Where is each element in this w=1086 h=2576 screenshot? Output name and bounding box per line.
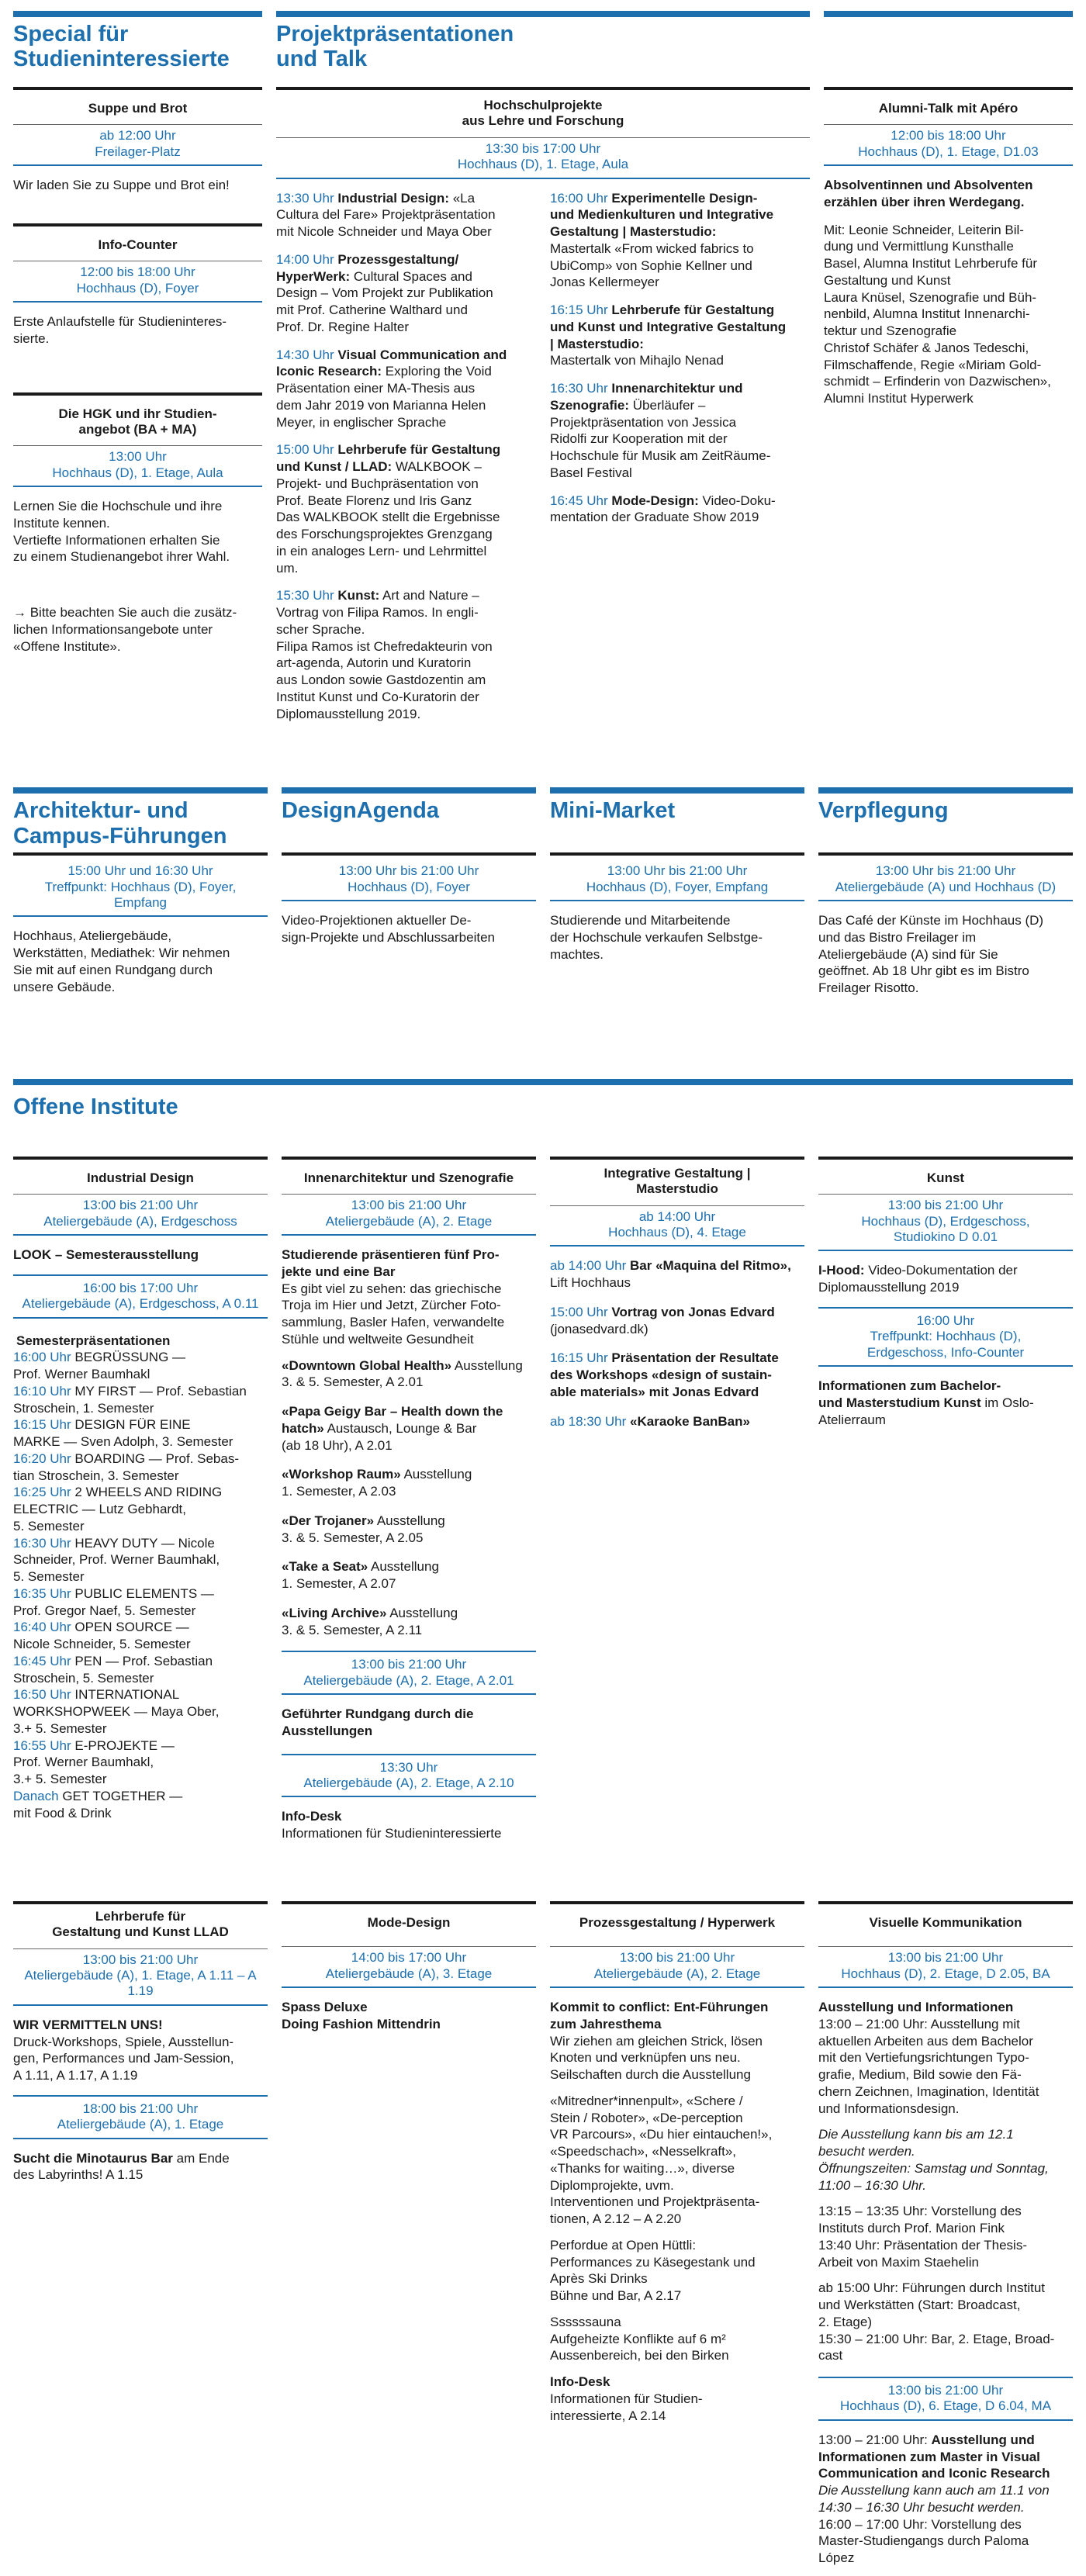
service-title: DesignAgenda bbox=[282, 787, 536, 852]
item-text: Ausstellung 3. & 5. Semester, A 2.05 bbox=[282, 1513, 445, 1545]
event-text: Lernen Sie die Hochschule und ihre Institute kennen. Vertiefte Informationen erhalten Sie zu einem Studienangebot ihrer Wahl. bbox=[13, 499, 230, 565]
event-note: → Bitte beachten Sie auch die zusätz- lichen Informationsangebote unter «Offene Institute». bbox=[13, 605, 237, 654]
timed-item bbox=[276, 441, 536, 576]
item-title: «Living Archive» bbox=[282, 1605, 387, 1620]
innen-items bbox=[282, 1357, 536, 1639]
institute-industrial-design bbox=[13, 1157, 268, 1842]
item-title: Prozessgestaltung/ HyperWerk: bbox=[276, 251, 459, 284]
item-text: BOARDING — Prof. Sebas- tian Stroschein, 3. Semester bbox=[13, 1451, 240, 1483]
item-text: Austausch, Lounge & Bar (ab 18 Uhr), A 2.01 bbox=[282, 1420, 477, 1453]
hochschul-right bbox=[550, 179, 810, 734]
timed-item bbox=[550, 302, 810, 369]
section-special bbox=[0, 0, 1086, 733]
item-title: Kunst: bbox=[337, 588, 380, 603]
integrative-item bbox=[550, 1304, 804, 1338]
visuell-t2: 13:15 – 13:35 Uhr: Vorstellung des Instituts durch Prof. Marion Fink 13:40 Uhr: Präsentation der Thesis- Arbeit von Maxim Staehelin bbox=[818, 2204, 1027, 2270]
industrial-item bbox=[13, 1383, 268, 1417]
institutes-row-1 bbox=[0, 1157, 1086, 1842]
llad-t2: am Ende des Labyrinths! A 1.15 bbox=[13, 2150, 230, 2183]
industrial-item bbox=[13, 1484, 268, 1534]
institutes-row-2 bbox=[0, 1901, 1086, 2567]
visuell-t4a: 13:00 – 21:00 Uhr: bbox=[818, 2432, 932, 2447]
institute-meta: 13:00 bis 21:00 Uhr Ateliergebäude (A), 2. Etage bbox=[282, 1195, 536, 1236]
item-title: «Der Trojaner» bbox=[282, 1513, 375, 1528]
event-info-counter bbox=[13, 223, 262, 358]
service-column bbox=[282, 787, 536, 1008]
innen-infodesk bbox=[282, 1808, 536, 1842]
item-title: «Downtown Global Health» bbox=[282, 1357, 452, 1373]
item-time: 16:00 Uhr bbox=[550, 190, 608, 206]
item-text: (jonasedvard.dk) bbox=[550, 1321, 648, 1336]
item-time: 15:00 Uhr bbox=[276, 442, 334, 458]
item-text: Mastertalk «From wicked fabrics to UbiComp» von Sophie Kellner und Jonas Kellermeyer bbox=[550, 240, 754, 290]
institute-meta: 14:00 bis 17:00 Uhr Ateliergebäude (A), 3. Etage bbox=[282, 1947, 536, 1988]
event-meta: 13:00 Uhr Hochhaus (D), 1. Etage, Aula bbox=[13, 446, 262, 487]
institute-header: Mode-Design bbox=[282, 1904, 536, 1947]
institute-header: Integrative Gestaltung | Masterstudio bbox=[550, 1160, 804, 1206]
institute-integrative bbox=[550, 1157, 804, 1842]
innen-item bbox=[282, 1357, 536, 1392]
timed-item bbox=[550, 493, 810, 527]
service-box bbox=[282, 852, 536, 956]
visuell-t4: 16:00 – 17:00 Uhr: Vorstellung des Master-Studiengangs durch Paloma López bbox=[818, 2516, 1029, 2566]
item-text: PEN — Prof. Sebastian Stroschein, 5. Semester bbox=[13, 1653, 213, 1686]
institute-meta: 16:00 Uhr Treffpunkt: Hochhaus (D), Erdgeschoss, Info-Counter bbox=[818, 1307, 1073, 1367]
event-hochschulprojekte bbox=[276, 87, 810, 733]
institute-meta: ab 14:00 Uhr Hochhaus (D), 4. Etage bbox=[550, 1206, 804, 1247]
kunst-info bbox=[818, 1378, 1073, 1428]
innen-b3: Info-Desk bbox=[282, 1809, 342, 1824]
section-title-projekt: Projektpräsentationen und Talk bbox=[276, 11, 810, 87]
item-text: E-PROJEKTE — Prof. Werner Baumhakl, 3.+ 5. Semester bbox=[13, 1738, 175, 1787]
innen-lead-text: Es gibt viel zu sehen: das griechische Troja im Hier und Jetzt, Zürcher Foto- sammlung, Basler Hafen, verwandelte Stühle und weltweite Gesundheit bbox=[282, 1281, 505, 1347]
institute-meta: 13:00 bis 21:00 Uhr Ateliergebäude (A), 2. Etage, A 2.01 bbox=[282, 1651, 536, 1695]
institute-innenarchitektur bbox=[282, 1157, 536, 1842]
item-title: Vortrag von Jonas Edvard bbox=[607, 1304, 775, 1319]
col-special bbox=[13, 11, 262, 733]
item-time: Danach bbox=[13, 1788, 59, 1803]
item-time: 16:15 Uhr bbox=[550, 1350, 608, 1366]
kunst-ihood bbox=[818, 1262, 1073, 1296]
visuell-b1: Ausstellung und Informationen bbox=[818, 2000, 1014, 2014]
institute-header: Prozessgestaltung / Hyperwerk bbox=[550, 1904, 804, 1947]
innen-item bbox=[282, 1403, 536, 1454]
item-title: «Karaoke BanBan» bbox=[626, 1413, 750, 1429]
item-text: MY FIRST — Prof. Sebastian Stroschein, 1. Semester bbox=[13, 1383, 247, 1416]
item-text: «La Cultura del Fare» Projektpräsentation mit Nicole Schneider und Maya Ober bbox=[276, 190, 496, 240]
item-text: INTERNATIONAL WORKSHOPWEEK — Maya Ober, 3.+ 5. Semester bbox=[13, 1687, 220, 1736]
item-text: Mastertalk von Mihajlo Nenad bbox=[550, 353, 724, 368]
item-time: 15:00 Uhr bbox=[550, 1304, 608, 1319]
prozess-t1: Wir ziehen am gleichen Strick, lösen Knoten und verknüpfen uns neu. Seilschaften durch die Ausstellung bbox=[550, 2033, 763, 2082]
item-time: 16:25 Uhr bbox=[13, 1485, 71, 1500]
service-title: Verpflegung bbox=[818, 787, 1073, 852]
event-meta: 12:00 bis 18:00 Uhr Hochhaus (D), 1. Etage, D1.03 bbox=[824, 125, 1073, 166]
item-title: «Papa Geigy Bar – Health down the hatch» bbox=[282, 1404, 503, 1436]
industrial-item bbox=[13, 1349, 268, 1383]
event-header: Hochschulprojekte aus Lehre und Forschung bbox=[276, 90, 810, 138]
service-meta: 13:00 Uhr bis 21:00 Uhr Hochhaus (D), Foyer, Empfang bbox=[550, 856, 804, 901]
timed-item bbox=[276, 587, 536, 722]
timed-item bbox=[550, 190, 810, 292]
item-time: 16:45 Uhr bbox=[550, 493, 608, 508]
alumni-text: Mit: Leonie Schneider, Leiterin Bil- dung und Vermittlung Kunsthalle Basel, Alumna Institut Lehrberufe für Gestaltung und Kunst Laura Knüsel, Szenografie und Büh- nenbild, Alumna Institut Innenarchi- tektur und Szenografie Christof Schäfer & Janos Tedeschi, Filmschaffende, Regie «Miriam Gold- schmidt – Erfinderin von Dazwischen», Alumni Institut Hyperwerk bbox=[824, 222, 1051, 406]
item-time: ab 14:00 Uhr bbox=[550, 1258, 627, 1274]
institute-header: Innenarchitektur und Szenografie bbox=[282, 1160, 536, 1195]
industrial-item bbox=[13, 1788, 268, 1822]
industrial-item bbox=[13, 1585, 268, 1620]
institute-header: Visuelle Kommunikation bbox=[818, 1904, 1073, 1947]
prozess-t2: «Mitredner*innenpult», «Schere / Stein / Roboter», «De-perception VR Parcours», «Du hier eintauchen!», «Speedschach», «Nesselkraft», «Thanks for waiting…», diverse Diplomprojekte, uvm. Interventionen und Projektpräsenta- tionen, A 2.12 – A 2.20 bbox=[550, 2093, 773, 2226]
llad-b2: Sucht die Minotaurus Bar bbox=[13, 2150, 173, 2166]
industrial-item bbox=[13, 1535, 268, 1585]
innen-t3: Informationen für Studieninteressierte bbox=[282, 1826, 502, 1841]
timed-item bbox=[550, 380, 810, 482]
visuell-b4: Ausstellung und Informationen zum Master in Visual Communication and Iconic Research bbox=[818, 2432, 1050, 2481]
item-time: 16:00 Uhr bbox=[13, 1350, 71, 1365]
llad-b1: WIR VERMITTELN UNS! bbox=[13, 2017, 163, 2032]
item-title: Innenarchitektur und Szenografie: bbox=[550, 381, 743, 413]
event-meta: ab 12:00 Uhr Freilager-Platz bbox=[13, 125, 262, 166]
innen-item bbox=[282, 1605, 536, 1639]
service-title: Mini-Market bbox=[550, 787, 804, 852]
visuell-i4: Die Ausstellung kann auch am 11.1 von 14:30 – 16:30 Uhr besucht werden. bbox=[818, 2483, 1050, 2515]
service-text: Studierende und Mitarbeitende der Hochschule verkaufen Selbstge- machtes. bbox=[550, 913, 763, 962]
service-box bbox=[550, 852, 804, 973]
timed-item bbox=[276, 347, 536, 431]
institute-meta: 13:00 bis 21:00 Uhr Ateliergebäude (A), 1. Etage, A 1.11 – A 1.19 bbox=[13, 1949, 268, 2006]
item-time: 13:30 Uhr bbox=[276, 190, 334, 206]
kunst-t2: im Oslo- Atelierraum bbox=[818, 1395, 1034, 1427]
item-time: 16:20 Uhr bbox=[13, 1451, 71, 1466]
service-title: Architektur- und Campus-Führungen bbox=[13, 787, 268, 852]
item-text: BEGRÜSSUNG — Prof. Werner Baumhakl bbox=[13, 1350, 186, 1382]
item-time: 16:15 Uhr bbox=[13, 1417, 71, 1433]
institute-meta: 16:00 bis 17:00 Uhr Ateliergebäude (A), Erdgeschoss, A 0.11 bbox=[13, 1274, 268, 1319]
industrial-item bbox=[13, 1416, 268, 1451]
alumni-lead: Absolventinnen und Absolventen erzählen über ihren Werdegang. bbox=[824, 178, 1033, 209]
visuell-i1: Die Ausstellung kann bis am 12.1 besucht werden. Öffnungszeiten: Samstag und Sonntag, 11:00 – 16:30 Uhr. bbox=[818, 2127, 1049, 2193]
innen-item bbox=[282, 1466, 536, 1500]
industrial-item bbox=[13, 1653, 268, 1687]
prozess-b5: Info-Desk bbox=[550, 2374, 610, 2389]
item-text: Lift Hochhaus bbox=[550, 1275, 631, 1291]
event-meta: 13:30 bis 17:00 Uhr Hochhaus (D), 1. Etage, Aula bbox=[276, 138, 810, 179]
item-time: 15:30 Uhr bbox=[276, 588, 334, 603]
llad-t1: Druck-Workshops, Spiele, Ausstellun- gen, Performances und Jam-Session, A 1.11, A 1.17, A 1.19 bbox=[13, 2034, 234, 2083]
innen-item bbox=[282, 1513, 536, 1547]
item-text: PUBLIC ELEMENTS — Prof. Gregor Naef, 5. Semester bbox=[13, 1585, 214, 1618]
integrative-items bbox=[550, 1247, 804, 1430]
item-time: 16:15 Uhr bbox=[550, 303, 608, 318]
prozess-t5: Informationen für Studien- interessierte, A 2.14 bbox=[550, 2391, 703, 2423]
item-text: GET TOGETHER — mit Food & Drink bbox=[13, 1788, 183, 1820]
item-text: OPEN SOURCE — Nicole Schneider, 5. Semester bbox=[13, 1620, 191, 1652]
item-time: 16:35 Uhr bbox=[13, 1585, 71, 1601]
item-title: Mode-Design: bbox=[611, 493, 699, 508]
visuell-t1: 13:00 – 21:00 Uhr: Ausstellung mit aktuellen Arbeiten aus dem Bachelor mit den Vertiefungsrichtungen Typo- grafie, Medium, Bild sowie den Fä- chern Zeichnen, Imagination, Identität und Informationsdesign. bbox=[818, 2016, 1039, 2116]
section-title-offene-institute: Offene Institute bbox=[13, 1079, 1073, 1157]
prozess-b1: Kommit to conflict: Ent-Führungen zum Jahresthema bbox=[550, 2000, 769, 2031]
visuell-t3: ab 15:00 Uhr: Führungen durch Institut und Werkstätten (Start: Broadcast, 2. Etage) 15:30 – 21:00 Uhr: Bar, 2. Etage, Broad- cast bbox=[818, 2280, 1055, 2363]
item-text: 2 WHEELS AND RIDING ELECTRIC — Lutz Gebhardt, 5. Semester bbox=[13, 1485, 223, 1533]
item-title: Präsentation der Resultate des Workshops «design of sustain- able materials» mit Jonas Edvard bbox=[550, 1350, 779, 1399]
institute-meta: 18:00 bis 21:00 Uhr Ateliergebäude (A), 1. Etage bbox=[13, 2095, 268, 2139]
event-hgk bbox=[13, 392, 262, 666]
industrial-item bbox=[13, 1738, 268, 1788]
institute-meta: 13:00 bis 21:00 Uhr Ateliergebäude (A), 2. Etage bbox=[550, 1947, 804, 1988]
prozess-t3: Perfordue at Open Hüttli: Performances zu Käsegestank und Après Ski Drinks Bühne und Bar, A 2.17 bbox=[550, 2237, 756, 2303]
kunst-b1: I-Hood: bbox=[818, 1263, 865, 1278]
institute-visuell bbox=[818, 1901, 1073, 2567]
service-column bbox=[818, 787, 1073, 1008]
institute-meta: 13:00 bis 21:00 Uhr Hochhaus (D), 2. Etage, D 2.05, BA bbox=[818, 1947, 1073, 1988]
integrative-item bbox=[550, 1257, 804, 1291]
col-alumni bbox=[824, 11, 1073, 733]
institute-b1: LOOK – Semesterausstellung bbox=[13, 1247, 199, 1263]
item-title: Bar «Maquina del Ritmo», bbox=[626, 1258, 791, 1274]
item-text: DESIGN FÜR EINE MARKE — Sven Adolph, 3. Semester bbox=[13, 1417, 233, 1450]
event-suppe bbox=[13, 87, 262, 205]
institute-meta: 13:30 Uhr Ateliergebäude (A), 2. Etage, A 2.10 bbox=[282, 1754, 536, 1798]
service-box bbox=[13, 852, 268, 1006]
timed-item bbox=[276, 251, 536, 336]
visuell-block4 bbox=[818, 2432, 1073, 2567]
service-column bbox=[550, 787, 804, 1008]
item-text: Ausstellung 1. Semester, A 2.07 bbox=[282, 1559, 439, 1592]
institute-header: Lehrberufe für Gestaltung und Kunst LLAD bbox=[13, 1904, 268, 1949]
event-text: Wir laden Sie zu Suppe und Brot ein! bbox=[13, 178, 230, 193]
item-title: Industrial Design: bbox=[337, 190, 449, 206]
item-text: HEAVY DUTY — Nicole Schneider, Prof. Werner Baumhakl, 5. Semester bbox=[13, 1535, 220, 1585]
innen-b2: Geführter Rundgang durch die Ausstellungen bbox=[282, 1706, 474, 1738]
item-title: Visual Communication and Iconic Research: bbox=[276, 347, 507, 379]
kunst-t1: Video-Dokumentation der Diplomausstellung 2019 bbox=[818, 1263, 1018, 1295]
event-header: Die HGK und ihr Studien- angebot (BA + MA) bbox=[13, 396, 262, 447]
item-text: Cultural Spaces and Design – Vom Projekt zur Publikation mit Prof. Catherine Walthard und Prof. Dr. Regine Halter bbox=[276, 268, 493, 334]
item-time: 16:30 Uhr bbox=[13, 1535, 71, 1551]
item-text: Video-Doku- mentation der Graduate Show 2019 bbox=[550, 493, 776, 525]
item-title: «Take a Seat» bbox=[282, 1559, 368, 1575]
service-box bbox=[818, 852, 1073, 1008]
section-title-special: Special für Studieninteressierte bbox=[13, 11, 262, 87]
institute-meta: 13:00 bis 21:00 Uhr Hochhaus (D), Erdgeschoss, Studiokino D 0.01 bbox=[818, 1195, 1073, 1251]
col-projekt bbox=[276, 11, 810, 733]
innen-lead: Studierende präsentieren fünf Pro- jekte und eine Bar bbox=[282, 1247, 500, 1279]
industrial-items bbox=[13, 1349, 268, 1821]
service-text: Das Café der Künste im Hochhaus (D) und das Bistro Freilager im Ateliergebäude (A) sind für Sie geöffnet. Ab 18 Uhr gibt es im Bistro Freilager Risotto. bbox=[818, 913, 1044, 996]
institute-header: Industrial Design bbox=[13, 1160, 268, 1195]
item-time: 16:55 Uhr bbox=[13, 1738, 71, 1753]
event-alumni bbox=[824, 87, 1073, 418]
integrative-item bbox=[550, 1350, 804, 1400]
llad-block1 bbox=[13, 2017, 268, 2084]
industrial-item bbox=[13, 1619, 268, 1653]
prozess-block1 bbox=[550, 1999, 804, 2083]
service-column bbox=[13, 787, 268, 1008]
innen-item bbox=[282, 1558, 536, 1592]
integrative-item bbox=[550, 1413, 804, 1430]
event-header: Suppe und Brot bbox=[13, 90, 262, 125]
event-header: Info-Counter bbox=[13, 226, 262, 261]
institute-header: Kunst bbox=[818, 1160, 1073, 1195]
prozess-block5 bbox=[550, 2374, 804, 2424]
service-text: Hochhaus, Ateliergebäude, Werkstätten, Mediathek: Wir nehmen Sie mit auf einen Rundgang durch unsere Gebäude. bbox=[13, 928, 230, 994]
institute-kunst bbox=[818, 1157, 1073, 1842]
item-title: Lehrberufe für Gestaltung und Kunst / LLAD: bbox=[276, 442, 501, 475]
item-time: 16:30 Uhr bbox=[550, 381, 608, 396]
item-title: «Workshop Raum» bbox=[282, 1467, 401, 1482]
llad-block2 bbox=[13, 2150, 268, 2184]
institute-b2: Semesterpräsentationen bbox=[16, 1333, 171, 1348]
event-meta: 12:00 bis 18:00 Uhr Hochhaus (D), Foyer bbox=[13, 261, 262, 303]
section-title-alumni-empty bbox=[824, 11, 1073, 87]
institute-prozess bbox=[550, 1901, 804, 2567]
item-text: WALKBOOK – Projekt- und Buchpräsentation von Prof. Beate Florenz und Iris Ganz Das WALKBOOK stellt die Ergebnisse des Forschungsprojektes Grenzgang in ein analoges Lern- und Lehrmittel um. bbox=[276, 459, 500, 576]
event-header: Alumni-Talk mit Apéro bbox=[824, 90, 1073, 125]
institute-llad bbox=[13, 1901, 268, 2567]
item-time: 16:45 Uhr bbox=[13, 1653, 71, 1668]
item-time: 14:00 Uhr bbox=[276, 251, 334, 267]
industrial-item bbox=[13, 1686, 268, 1737]
service-meta: 13:00 Uhr bis 21:00 Uhr Ateliergebäude (A) und Hochhaus (D) bbox=[818, 856, 1073, 901]
service-text: Video-Projektionen aktueller De- sign-Projekte und Abschlussarbeiten bbox=[282, 913, 495, 945]
hochschul-left bbox=[276, 179, 536, 734]
item-title: Experimentelle Design- und Medienkulturen und Integrative Gestaltung | Masterstudio: bbox=[550, 190, 774, 240]
item-time: 16:40 Uhr bbox=[13, 1620, 71, 1635]
item-time: 14:30 Uhr bbox=[276, 347, 334, 362]
item-text: Art and Nature – Vortrag von Filipa Ramos. In engli- scher Sprache. Filipa Ramos ist Chefredakteurin von art-agenda, Autorin und Kuratorin aus London sowie Gastdozentin am Institut Kunst und Co-Kuratorin der Diplomausstellung 2019. bbox=[276, 588, 493, 721]
visuell-block1 bbox=[818, 1999, 1073, 2117]
mode-b1: Spass Deluxe Doing Fashion Mittendrin bbox=[282, 2000, 441, 2031]
item-text: Ausstellung 3. & 5. Semester, A 2.11 bbox=[282, 1605, 458, 1637]
event-text: Erste Anlaufstelle für Studieninteres- sierte. bbox=[13, 314, 227, 346]
item-text: Überläufer – Projektpräsentation von Jessica Ridolfi zur Kooperation mit der Hochschule für Musik am ZeitRäume- Basel Festival bbox=[550, 397, 771, 480]
item-text: Exploring the Void Präsentation einer MA-Thesis aus dem Jahr 2019 von Marianna Helen Meyer, in englischer Sprache bbox=[276, 364, 492, 430]
service-meta: 15:00 Uhr und 16:30 Uhr Treffpunkt: Hochhaus (D), Foyer, Empfang bbox=[13, 856, 268, 917]
item-time: ab 18:30 Uhr bbox=[550, 1413, 627, 1429]
innen-lead-block bbox=[282, 1247, 536, 1348]
institute-mode bbox=[282, 1901, 536, 2567]
item-time: 16:50 Uhr bbox=[13, 1687, 71, 1703]
item-text: Ausstellung 1. Semester, A 2.03 bbox=[282, 1467, 472, 1499]
section-services bbox=[0, 787, 1086, 1008]
item-title: Lehrberufe für Gestaltung und Kunst und Integrative Gestaltung | Masterstudio: bbox=[550, 303, 787, 351]
item-time: 16:10 Uhr bbox=[13, 1383, 71, 1399]
item-text: Ausstellung 3. & 5. Semester, A 2.01 bbox=[282, 1357, 523, 1390]
timed-item bbox=[276, 190, 536, 240]
institute-meta: 13:00 bis 21:00 Uhr Hochhaus (D), 6. Etage, D 6.04, MA bbox=[818, 2377, 1073, 2421]
institute-meta: 13:00 bis 21:00 Uhr Ateliergebäude (A), Erdgeschoss bbox=[13, 1195, 268, 1236]
kunst-b2: Informationen zum Bachelor- und Masterstudium Kunst bbox=[818, 1378, 1001, 1410]
industrial-item bbox=[13, 1451, 268, 1485]
prozess-t4: Ssssssauna Aufgeheizte Konflikte auf 6 m² Aussenbereich, bei den Birken bbox=[550, 2314, 729, 2363]
service-meta: 13:00 Uhr bis 21:00 Uhr Hochhaus (D), Foyer bbox=[282, 856, 536, 901]
